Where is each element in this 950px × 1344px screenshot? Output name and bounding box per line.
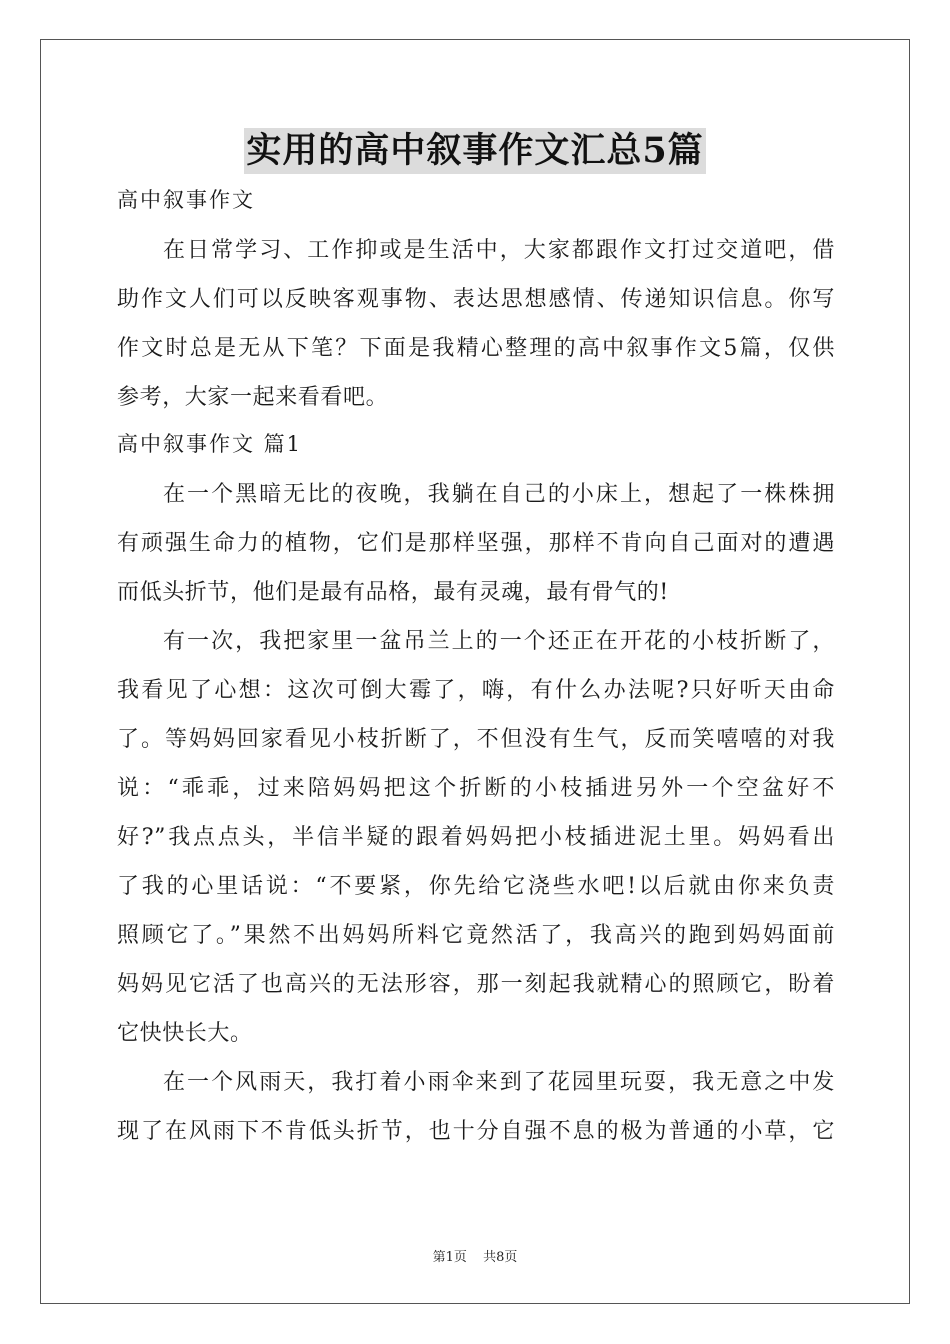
paragraph-line: 在一个黑暗无比的夜晚，我躺在自己的小床上，想起了一株株拥 bbox=[163, 482, 835, 507]
paragraph-line: 说：“乖乖，过来陪妈妈把这个折断的小枝插进另外一个空盆好不 bbox=[117, 776, 835, 801]
paragraph-line: 了。等妈妈回家看见小枝折断了，不但没有生气，反而笑嘻嘻的对我 bbox=[117, 727, 835, 752]
paragraph-line: 有一次，我把家里一盆吊兰上的一个还正在开花的小枝折断了， bbox=[163, 629, 835, 654]
section-heading-intro: 高中叙事作文 bbox=[117, 188, 255, 212]
paragraph-line: 而低头折节，他们是最有品格，最有灵魂，最有骨气的! bbox=[117, 580, 669, 605]
paragraph-line: 现了在风雨下不肯低头折节，也十分自强不息的极为普通的小草，它 bbox=[117, 1119, 835, 1144]
title-container bbox=[0, 128, 950, 174]
paragraph-line: 在日常学习、工作抑或是生活中，大家都跟作文打过交道吧，借 bbox=[163, 238, 835, 263]
page-footer bbox=[0, 1246, 950, 1265]
paragraph-3 bbox=[117, 1058, 835, 1156]
paragraph-line: 好?”我点点头，半信半疑的跟着妈妈把小枝插进泥土里。妈妈看出 bbox=[117, 825, 835, 850]
paragraph-line: 有顽强生命力的植物，它们是那样坚强，那样不肯向自己面对的遭遇 bbox=[117, 531, 835, 556]
paragraph-2 bbox=[117, 617, 835, 1058]
section-heading-part1: 高中叙事作文 篇1 bbox=[117, 432, 303, 456]
total-pages: 共8页 bbox=[483, 1250, 518, 1265]
paragraph-line: 我看见了心想：这次可倒大霉了，嗨，有什么办法呢?只好听天由命 bbox=[117, 678, 835, 703]
paragraph-line: 照顾它了。”果然不出妈妈所料它竟然活了，我高兴的跑到妈妈面前 bbox=[117, 923, 835, 948]
intro-paragraph bbox=[117, 226, 835, 422]
paragraph-line: 它快快长大。 bbox=[117, 1021, 253, 1046]
paragraph-line: 了我的心里话说：“不要紧，你先给它浇些水吧!以后就由你来负责 bbox=[117, 874, 835, 899]
document-title: 实用的高中叙事作文汇总5篇 bbox=[244, 128, 705, 174]
document-body bbox=[117, 180, 835, 1156]
paragraph-line: 作文时总是无从下笔？下面是我精心整理的高中叙事作文5篇，仅供 bbox=[117, 336, 835, 361]
paragraph-line: 助作文人们可以反映客观事物、表达思想感情、传递知识信息。你写 bbox=[117, 287, 835, 312]
paragraph-line: 在一个风雨天，我打着小雨伞来到了花园里玩耍，我无意之中发 bbox=[163, 1070, 835, 1095]
page-number: 第1页 bbox=[432, 1250, 467, 1265]
paragraph-line: 参考，大家一起来看看吧。 bbox=[117, 385, 389, 410]
paragraph-1 bbox=[117, 470, 835, 617]
paragraph-line: 妈妈见它活了也高兴的无法形容，那一刻起我就精心的照顾它，盼着 bbox=[117, 972, 835, 997]
